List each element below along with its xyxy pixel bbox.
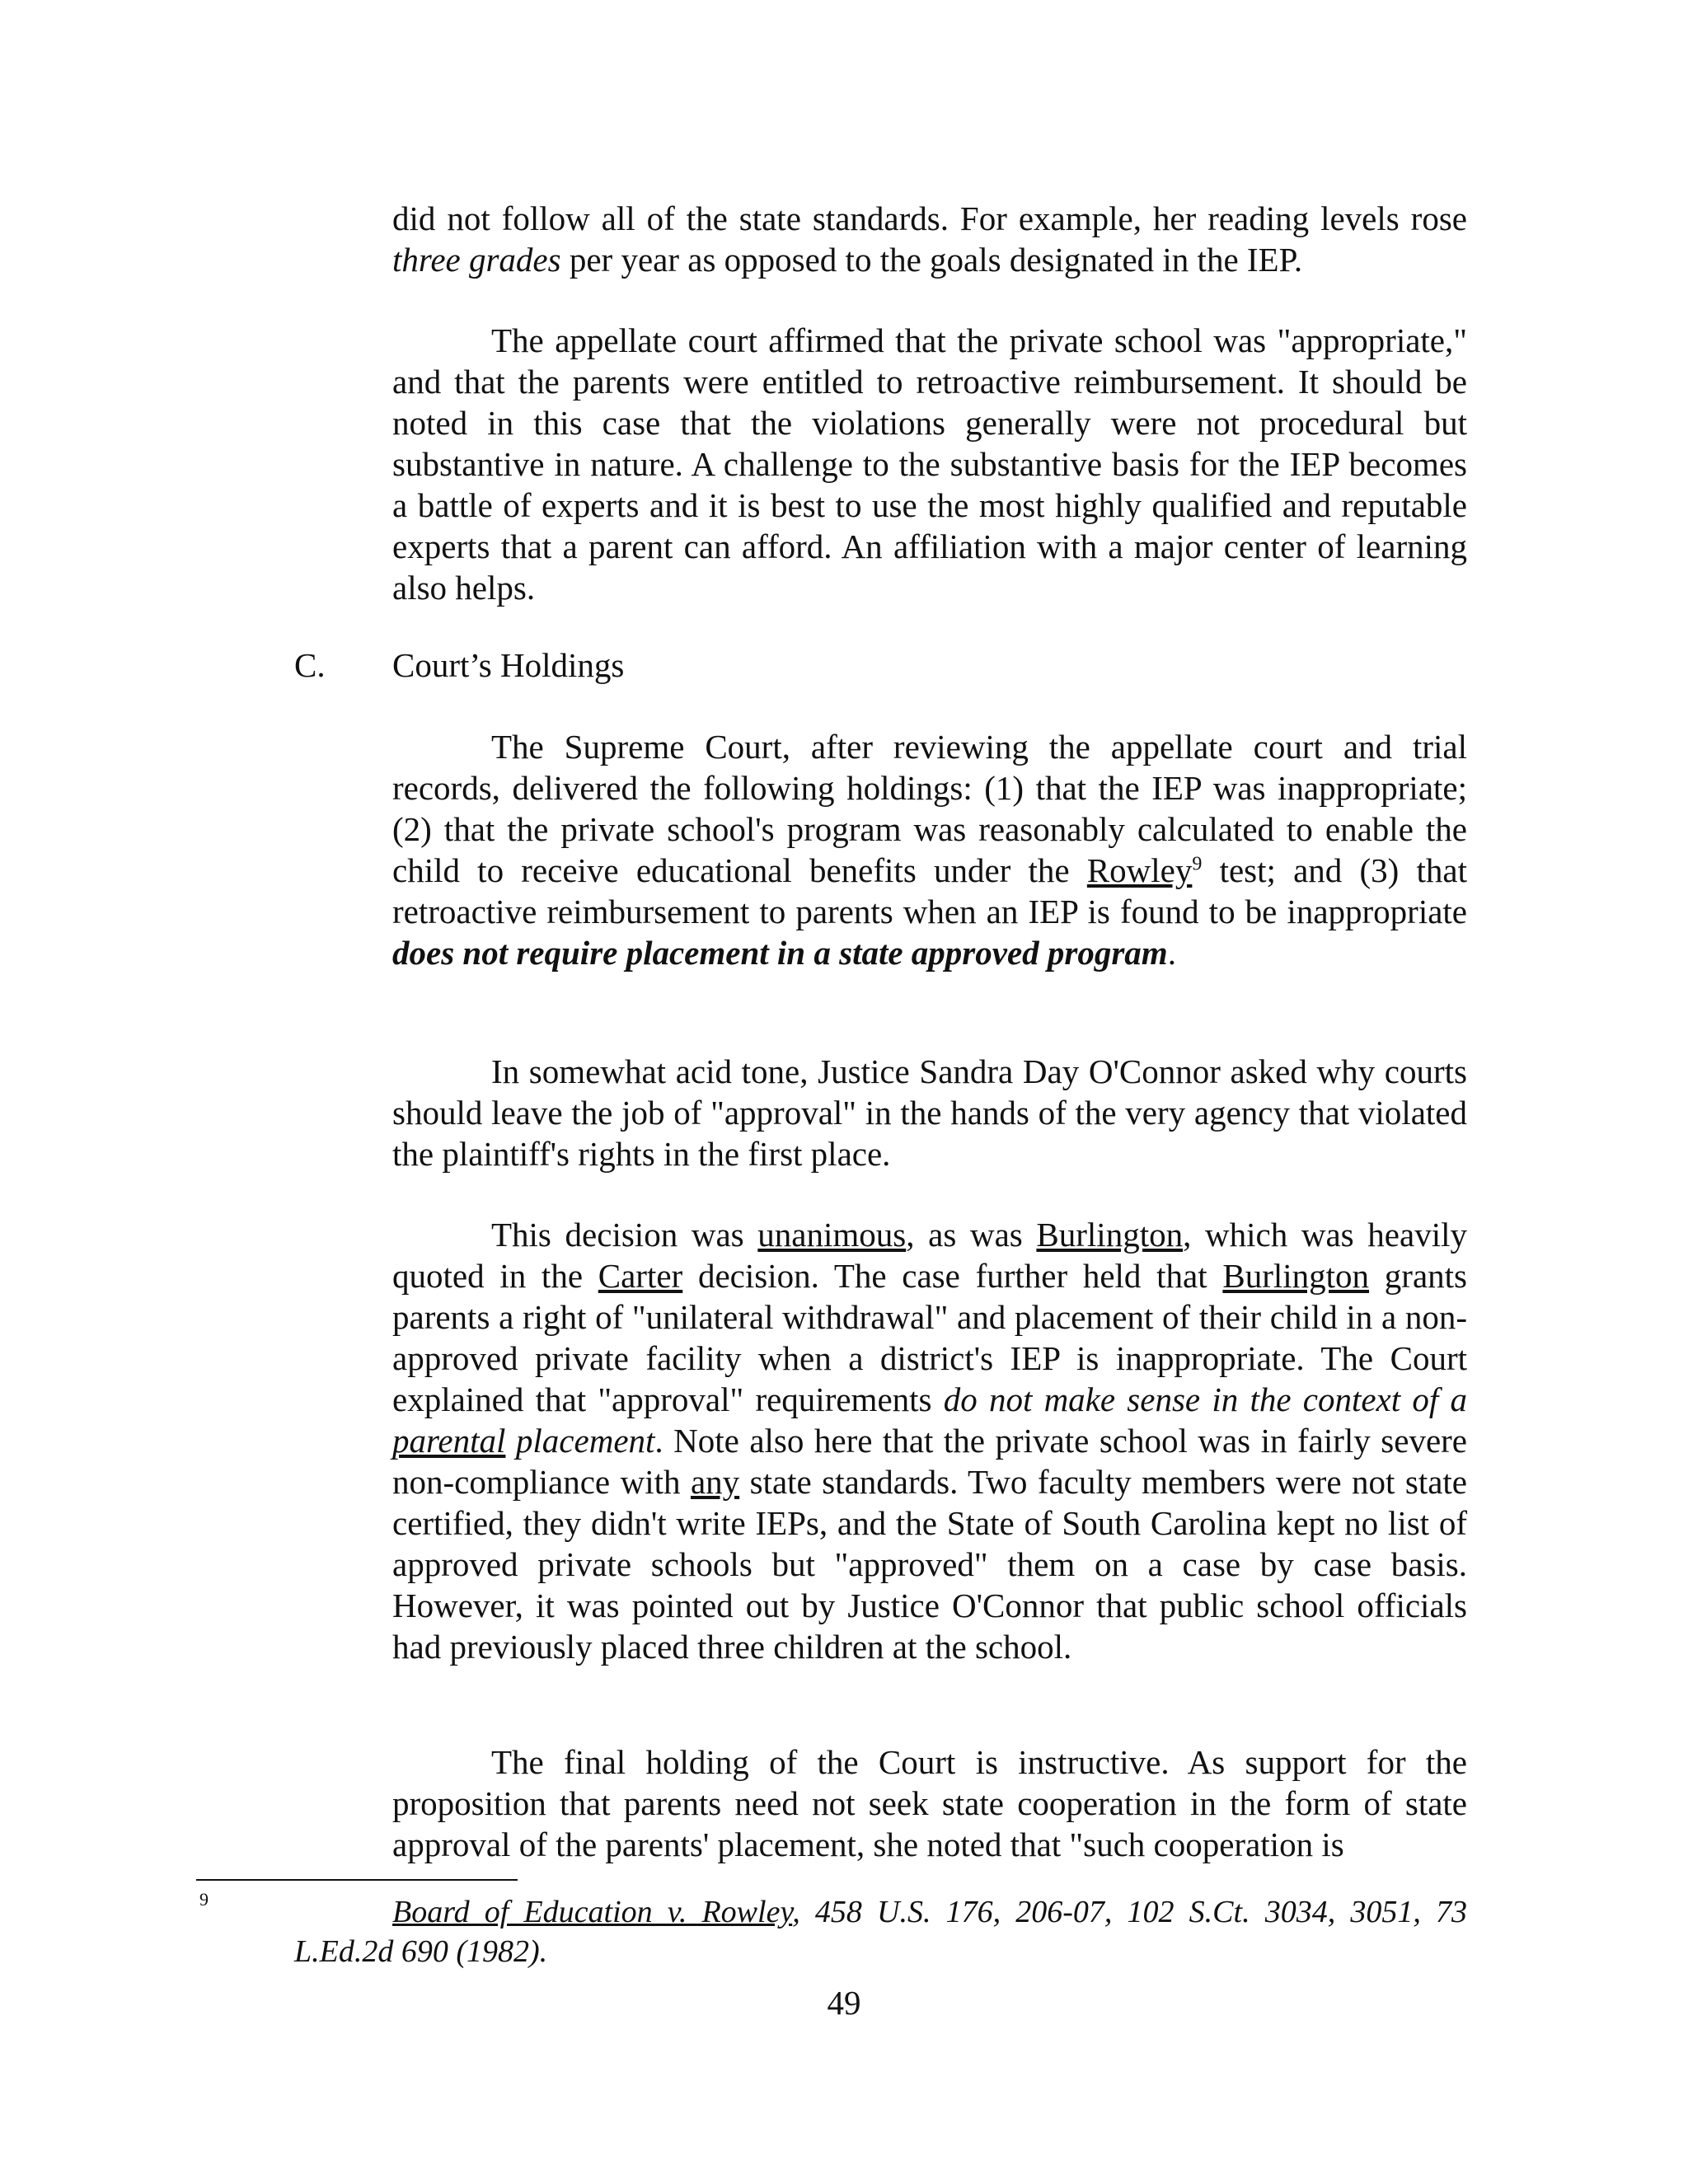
paragraph-unanimous-decision: This decision was unanimous, as was Burlington, which was heavily quoted in the Carter decision. The case further held that Burlington grants parents a right of "unilateral withdrawal" and placement of their child in a non-approved private facility when a district's IEP is inappropriate. The Court explained that "approval" requirements do not make sense in the context of a parental placement. Note also here that the private school was in fairly severe non-compliance with any state standards. Two faculty members were not state certified, they didn't write IEPs, and the State of South Carolina kept no list of approved private schools but "approved" them on a case by case basis. However, it was pointed out by Justice O'Connor that public school officials had previously placed three children at the school. bbox=[392, 1216, 1468, 1666]
paragraph-final-holding: The final holding of the Court is instructive. As support for the proposition that parents need not seek state cooperation in the form of state approval of the parents' placement, she noted that "such cooperation is bbox=[392, 1743, 1467, 1863]
case-name-carter: Carter bbox=[598, 1257, 683, 1295]
footnote-case-name: Board of Education v. Rowley bbox=[392, 1895, 793, 1929]
holding-emphasis: does not require placement in a state approved program bbox=[392, 934, 1168, 972]
footnote-number: 9 bbox=[199, 1889, 209, 1910]
case-name-rowley: Rowley bbox=[1086, 851, 1193, 889]
emphasis-unanimous: unanimous bbox=[757, 1216, 907, 1254]
footnote-divider bbox=[196, 1879, 518, 1881]
footnote-ref-9[interactable]: 9 bbox=[1192, 853, 1203, 875]
footnote-text bbox=[294, 1892, 1467, 1971]
emphasis-three-grades: three grades bbox=[392, 241, 561, 279]
section-letter: C. bbox=[294, 646, 326, 684]
paragraph-oconnor: In somewhat acid tone, Justice Sandra Day O'Connor asked why courts should leave the job of "approval" in the hands of the very agency that violated the plaintiff's rights in the first place. bbox=[392, 1052, 1467, 1173]
paragraph-continuation: did not follow all of the state standards. For example, her reading levels rose three grades per year as opposed to the goals designated in the IEP. bbox=[392, 199, 1467, 279]
case-name-burlington-2: Burlington bbox=[1222, 1257, 1370, 1295]
emphasis-parental: parental bbox=[392, 1422, 506, 1460]
emphasis-any: any bbox=[690, 1463, 740, 1501]
section-heading bbox=[294, 644, 624, 686]
page-number: 49 bbox=[827, 1984, 861, 2022]
section-title: Court’s Holdings bbox=[392, 646, 625, 684]
paragraph-appellate-court: The appellate court affirmed that the private school was "appropriate," and that the parents were entitled to retroactive reimbursement. It should be noted in this case that the violations generally were not procedural but substantive in nature. A challenge to the substantive basis for the IEP becomes a battle of experts and it is best to use the most highly qualified and reputable experts that a parent can afford. An affiliation with a major center of learning also helps. bbox=[392, 321, 1467, 607]
case-name-burlington: Burlington bbox=[1036, 1216, 1184, 1254]
footnote-citation: , 458 U.S. 176, 206-07, 102 S.Ct. 3034, 3051, 73 L.Ed.2d 690 (1982). bbox=[294, 1895, 1468, 1969]
paragraph-supreme-court-holdings: The Supreme Court, after reviewing the appellate court and trial records, delivered the following holdings: (1) that the IEP was inappropriate; (2) that the private school's program was reasonably calculated to enable the child to receive educational benefits under the Rowley$^9$ test; and (3) that retroactive reimbursement to parents when an IEP is found to be inappropriate does not require placement in a state approved program. bbox=[392, 728, 1467, 972]
